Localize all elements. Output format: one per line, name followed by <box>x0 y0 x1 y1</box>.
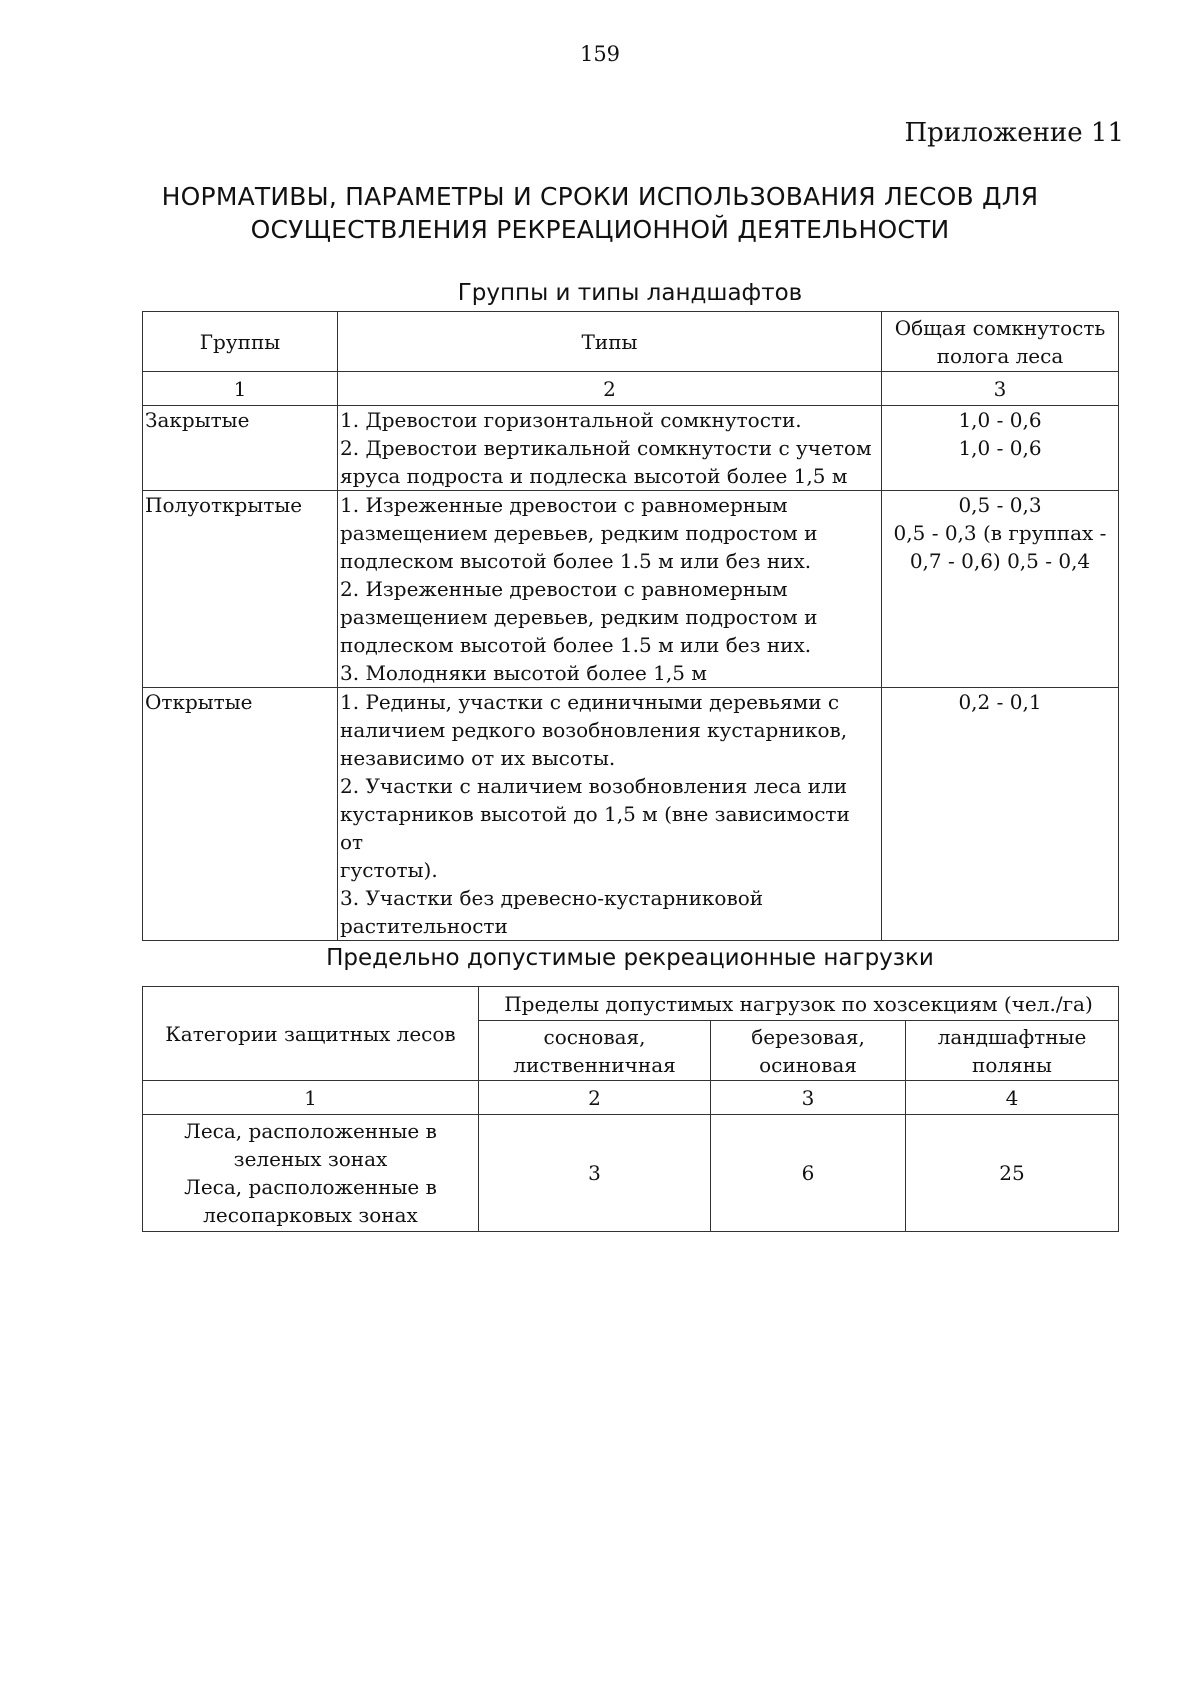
header-line: березовая, <box>751 1024 865 1049</box>
load-table <box>142 986 1119 1232</box>
type-line: 2. Изреженные древостои с равномерным <box>340 577 788 601</box>
header-pine <box>479 1021 711 1081</box>
group-name: Полуоткрытые <box>143 491 338 688</box>
load-value-pine: 3 <box>479 1115 711 1232</box>
landscape-table-caption: Группы и типы ландшафтов <box>457 280 803 306</box>
closure-line: 0,7 - 0,6) 0,5 - 0,4 <box>909 549 1091 573</box>
closure-values <box>882 491 1119 688</box>
table-header-row <box>143 312 1119 372</box>
header-line: ландшафтные <box>937 1024 1087 1049</box>
header-groups: Группы <box>143 312 338 372</box>
header-limits: Пределы допустимых нагрузок по хозсекциям (чел./га) <box>479 987 1119 1021</box>
header-line: сосновая, <box>543 1024 646 1049</box>
type-line: 3. Участки без древесно-кустарниковой <box>340 886 764 910</box>
load-value-glades: 25 <box>906 1115 1119 1232</box>
header-glades <box>906 1021 1119 1081</box>
column-number: 2 <box>338 372 882 406</box>
closure-line: 0,2 - 0,1 <box>958 690 1042 714</box>
type-line: подлеском высотой более 1.5 м или без них. <box>340 633 812 657</box>
column-number: 4 <box>906 1081 1119 1115</box>
type-line: независимо от их высоты. <box>340 746 616 770</box>
type-line: наличием редкого возобновления кустарников, <box>340 718 848 742</box>
table-row <box>143 406 1119 491</box>
closure-line: 1,0 - 0,6 <box>958 408 1042 432</box>
page-number: 159 <box>579 42 621 66</box>
type-line: размещением деревьев, редким подростом и <box>340 605 818 629</box>
header-category: Категории защитных лесов <box>143 987 479 1081</box>
column-number-row <box>143 372 1119 406</box>
closure-line: 0,5 - 0,3 (в группах - <box>893 521 1107 545</box>
header-line: лиственничная <box>513 1052 676 1077</box>
closure-line: 0,5 - 0,3 <box>958 493 1042 517</box>
type-line: 1. Редины, участки с единичными деревьями с <box>340 690 840 714</box>
column-number: 2 <box>479 1081 711 1115</box>
header-closure: Общая сомкнутость полога леса <box>882 312 1119 372</box>
title-line: ОСУЩЕСТВЛЕНИЯ РЕКРЕАЦИОННОЙ ДЕЯТЕЛЬНОСТИ <box>250 215 950 244</box>
landscape-types <box>338 406 882 491</box>
header-line: осиновая <box>759 1052 857 1077</box>
landscape-types <box>338 491 882 688</box>
column-number: 3 <box>711 1081 906 1115</box>
type-line: густоты). <box>340 858 438 882</box>
appendix-label: Приложение 11 <box>904 118 1124 148</box>
category-line: лесопарковых зонах <box>203 1203 418 1227</box>
type-line: 1. Изреженные древостои с равномерным <box>340 493 788 517</box>
header-types: Типы <box>338 312 882 372</box>
table-row <box>143 1115 1119 1232</box>
category-line: зеленых зонах <box>233 1147 388 1171</box>
type-line: размещением деревьев, редким подростом и <box>340 521 818 545</box>
type-line: яруса подроста и подлеска высотой более 1,5 м <box>340 464 848 488</box>
page-title <box>80 180 1120 246</box>
header-birch <box>711 1021 906 1081</box>
title-line: НОРМАТИВЫ, ПАРАМЕТРЫ И СРОКИ ИСПОЛЬЗОВАНИЯ ЛЕСОВ ДЛЯ <box>161 182 1039 211</box>
forest-category <box>143 1115 479 1232</box>
column-number: 3 <box>882 372 1119 406</box>
closure-values <box>882 688 1119 941</box>
type-line: подлеском высотой более 1.5 м или без них. <box>340 549 812 573</box>
group-name: Открытые <box>143 688 338 941</box>
type-line: 2. Древостои вертикальной сомкнутости с учетом <box>340 436 872 460</box>
landscape-table <box>142 311 1119 941</box>
type-line: 1. Древостои горизонтальной сомкнутости. <box>340 408 802 432</box>
column-number: 1 <box>143 1081 479 1115</box>
load-table-caption: Предельно допустимые рекреационные нагрузки <box>326 945 934 971</box>
category-line: Леса, расположенные в <box>184 1119 437 1143</box>
type-line: 3. Молодняки высотой более 1,5 м <box>340 661 707 685</box>
group-name: Закрытые <box>143 406 338 491</box>
load-value-birch: 6 <box>711 1115 906 1232</box>
type-line: кустарников высотой до 1,5 м (вне зависимости от <box>340 802 850 854</box>
landscape-types <box>338 688 882 941</box>
closure-values <box>882 406 1119 491</box>
closure-line: 1,0 - 0,6 <box>958 436 1042 460</box>
column-number: 1 <box>143 372 338 406</box>
table-header-row <box>143 987 1119 1021</box>
type-line: 2. Участки с наличием возобновления леса или <box>340 774 848 798</box>
type-line: растительности <box>340 914 508 938</box>
table-row <box>143 688 1119 941</box>
column-number-row <box>143 1081 1119 1115</box>
table-row <box>143 491 1119 688</box>
category-line: Леса, расположенные в <box>184 1175 437 1199</box>
header-line: поляны <box>972 1052 1052 1077</box>
